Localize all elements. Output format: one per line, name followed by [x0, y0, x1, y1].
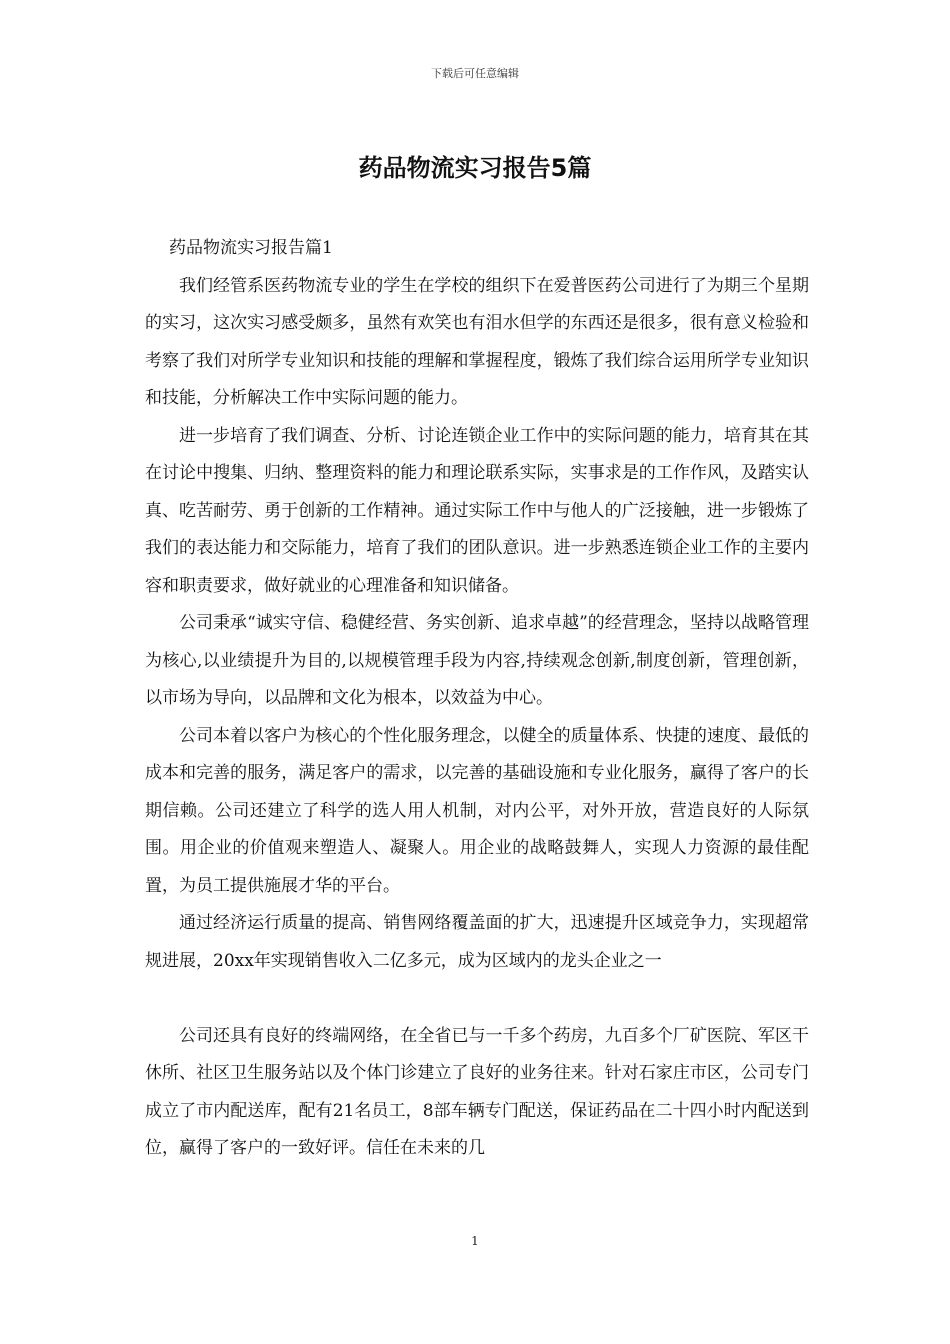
- paragraph-2: 进一步培育了我们调查、分析、讨论连锁企业工作中的实际问题的能力，培育其在其在讨论中搜集、归纳、整理资料的能力和理论联系实际，实事求是的工作作风，及踏实认真、吃苦耐劳、勇于创新的工作精神。通过实际工作中与他人的广泛接触，进一步锻炼了我们的表达能力和交际能力，培育了我们的团队意识。进一步熟悉连锁企业工作的主要内容和职责要求，做好就业的心理准备和知识储备。: [145, 425, 809, 596]
- paragraph-6: 公司还具有良好的终端网络，在全省已与一千多个药房，九百多个厂矿医院、军区干休所、社区卫生服务站以及个体门诊建立了良好的业务往来。针对石家庄市区，公司专门成立了市内配送库，配有21名员工，8部车辆专门配送，保证药品在二十四小时内配送到位，赢得了客户的一致好评。信任在未来的几: [145, 1025, 809, 1158]
- document-title: 药品物流实习报告5篇: [358, 154, 592, 182]
- section-heading: 药品物流实习报告篇1: [169, 238, 333, 258]
- paragraph-3: 公司秉承“诚实守信、稳健经营、务实创新、追求卓越”的经营理念，坚持以战略管理为核心,以业绩提升为目的,以规模管理手段为内容,持续观念创新,制度创新，管理创新，以市场为导向，以品牌和文化为根本，以效益为中心。: [145, 613, 809, 708]
- paragraph-1: 我们经管系医药物流专业的学生在学校的组织下在爱普医药公司进行了为期三个星期的实习，这次实习感受颇多，虽然有欢笑也有泪水但学的东西还是很多，很有意义检验和考察了我们对所学专业知识和技能的理解和掌握程度，锻炼了我们综合运用所学专业知识和技能，分析解决工作中实际问题的能力。: [145, 275, 809, 408]
- paragraph-4: 公司本着以客户为核心的个性化服务理念，以健全的质量体系、快捷的速度、最低的成本和完善的服务，满足客户的需求，以完善的基础设施和专业化服务，赢得了客户的长期信赖。公司还建立了科学的选人用人机制，对内公平，对外开放，营造良好的人际氛围。用企业的价值观来塑造人、凝聚人。用企业的战略鼓舞人，实现人力资源的最佳配置，为员工提供施展才华的平台。: [145, 725, 809, 896]
- page-header-note: 下载后可任意编辑: [431, 67, 519, 80]
- page-number: 1: [471, 1234, 479, 1248]
- document-body: [145, 230, 809, 1168]
- paragraph-5: 通过经济运行质量的提高、销售网络覆盖面的扩大，迅速提升区域竞争力，实现超常规进展，20xx年实现销售收入二亿多元，成为区域内的龙头企业之一: [145, 913, 809, 971]
